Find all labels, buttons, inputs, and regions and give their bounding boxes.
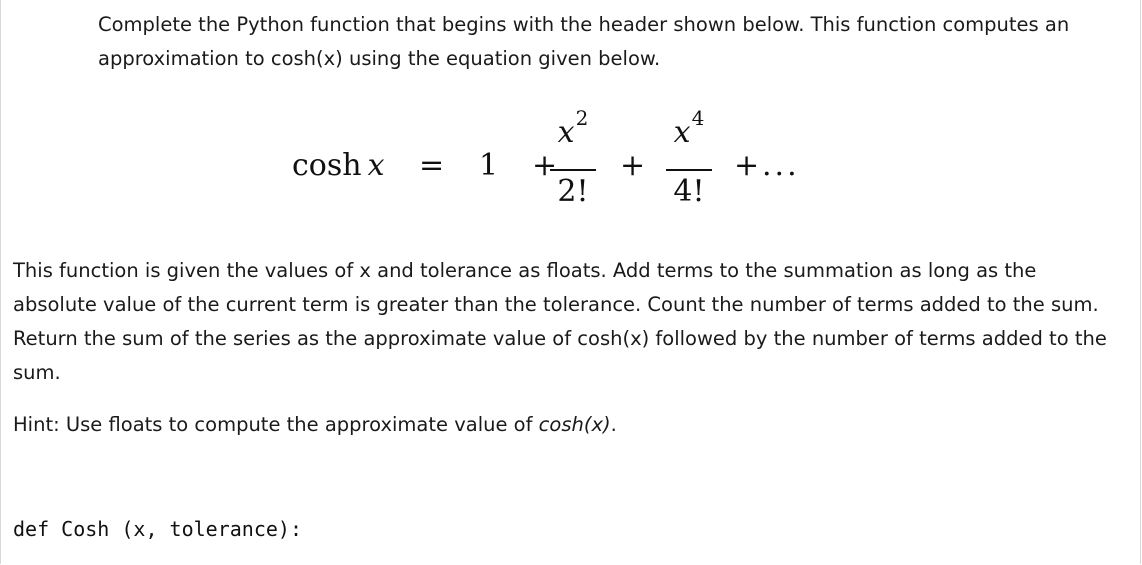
equation-lhs	[292, 148, 385, 183]
plus-sign: +	[620, 148, 646, 183]
description-paragraph: This function is given the values of x and tolerance as floats. Add terms to the summation as long as the absolute value of the current term is greater than the tolerance. Count the number of terms added to the sum. Return the sum of the series as the approximate value of cosh(x) followed by the number of terms added to the sum.	[13, 259, 1107, 384]
equation-var: x	[367, 148, 385, 183]
fraction-denominator: 4!	[673, 174, 705, 209]
cosh-equation	[292, 106, 852, 222]
plus-sign: +	[532, 148, 558, 183]
fraction-numerator: $x^2$	[557, 106, 589, 150]
fraction-numerator: $x^4$	[673, 106, 705, 150]
hint-text	[13, 408, 617, 442]
fraction-bar	[550, 169, 596, 171]
equals-sign: =	[419, 148, 445, 183]
fraction-bar	[666, 169, 712, 171]
fraction-denominator: 2!	[557, 174, 589, 209]
intro-paragraph: Complete the Python function that begins with the header shown below. This function computes an approximation to cosh(x) using the equation given below.	[98, 13, 1070, 70]
ellipsis: ...	[762, 148, 800, 183]
plus-sign: +	[734, 148, 760, 183]
hint-prefix: Hint: Use floats to compute the approximate value of	[13, 413, 539, 436]
equation-func: cosh	[292, 148, 362, 183]
function-header-code: def Cosh (x, tolerance):	[13, 517, 302, 541]
equation-constant: 1	[479, 148, 499, 183]
hint-suffix: .	[610, 413, 617, 436]
hint-emphasis: cosh(x)	[538, 413, 611, 436]
